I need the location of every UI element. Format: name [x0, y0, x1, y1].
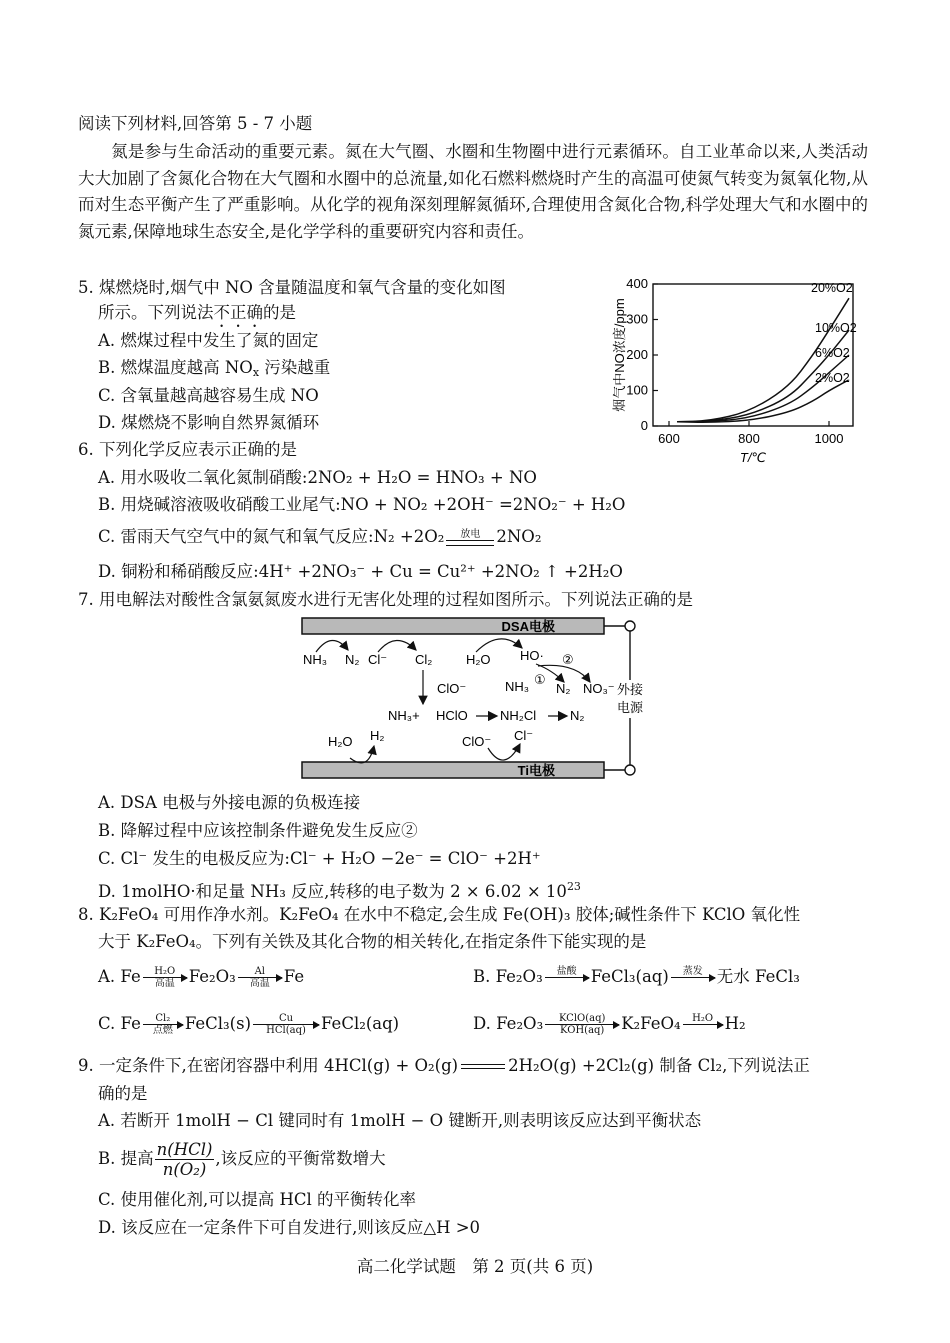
q9-option-b: B. 提高 $\frac{\text{n(HCl)}}{\text{n(O₂)}}$ ,该反应的平衡常数增大	[98, 1140, 386, 1179]
passage-text: 氮是参与生命活动的重要元素。氮在大气圈、水圈和生物圈中进行元素循环。自工业革命以来,人类活动大大加剧了含氮化合物在大气圈和水圈中的总流量,如化石燃料燃烧时产生的高温可使氮气转变为氮氧化物,从而对生态平衡产生了严重影响。从化学的视角深刻理解氮循环,合理使用含氮化合物,科学处理大气和水圈中的氮元素,保障地球生态安全,是化学学科的重要研究内容和责任。	[78, 142, 868, 241]
q5-option-d: D. 煤燃烧不影响自然界氮循环	[98, 413, 320, 432]
ti-electrode	[302, 762, 604, 778]
q9-option-d: D. 该反应在一定条件下可自发进行,则该反应△H >0	[98, 1218, 481, 1237]
q8-option-a: A. Fe H₂O 高温 Fe₂O₃ Al 高温 Fe	[98, 966, 305, 989]
discharge-arrow: 放电	[446, 530, 494, 546]
q8-stem: 8. K₂FeO₄ 可用作净水剂。K₂FeO₄ 在水中不稳定,会生成 Fe(OH)₃ 胶体;碱性条件下 KClO 氧化性	[78, 905, 801, 924]
q6-option-a: A. 用水吸收二氧化氮制硝酸:2NO₂ + H₂O = HNO₃ + NO	[98, 468, 537, 487]
n2-top: N₂	[345, 652, 360, 667]
q5-option-c: C. 含氧量越高越容易生成 NO	[98, 386, 319, 405]
q5-emphasis: 不正确	[213, 303, 263, 322]
cl2: Cl₂	[415, 652, 433, 667]
h2o-bottom: H₂O	[328, 734, 353, 749]
nh3-mid: NH₃	[505, 679, 530, 694]
h2o-top: H₂O	[466, 652, 491, 667]
nh3-plus: NH₃+	[388, 708, 420, 723]
q5-stem: 5. 煤燃烧时,烟气中 NO 含量随温度和氧气含量的变化如图	[78, 278, 506, 297]
equilibrium-arrow	[461, 1063, 505, 1071]
q9-stem-cont: 确的是	[98, 1084, 148, 1103]
y-tick-label: 100	[626, 382, 648, 398]
no-concentration-chart	[610, 270, 880, 475]
clo-minus-bottom: ClO⁻	[462, 734, 492, 749]
q6-stem: 6. 下列化学反应表示正确的是	[78, 440, 297, 459]
q6-option-d: D. 铜粉和稀硝酸反应:4H⁺ +2NO₃⁻ + Cu = Cu²⁺ +2NO₂ ↑ +2H₂O	[98, 562, 623, 581]
page-footer: 高二化学试题 第 2 页(共 6 页)	[356, 1257, 594, 1276]
n2-right: N₂	[570, 708, 585, 723]
q7-option-c: C. Cl⁻ 发生的电极反应为:Cl⁻ + H₂O −2e⁻ = ClO⁻ +2H⁺	[98, 849, 541, 868]
series-label: 2%O2	[815, 370, 850, 385]
q7-option-d: D. 1molHO·和足量 NH₃ 反应,转移的电子数为 $2 \times 6.02 \times 10^{23}$	[98, 880, 581, 901]
terminal-top	[625, 621, 635, 631]
y-axis-label: 烟气中NO浓度/ppm	[612, 298, 627, 412]
q7-option-a: A. DSA 电极与外接电源的负极连接	[98, 793, 361, 812]
no3-minus: NO₃⁻	[583, 681, 615, 696]
q8-option-c: C. Fe Cl₂ 点燃 FeCl₃(s) Cu HCl(aq) FeCl₂(aq)	[98, 1013, 400, 1036]
reading-passage	[78, 139, 868, 245]
dsa-label: DSA电极	[501, 619, 555, 634]
circle-1: ①	[534, 672, 546, 687]
power-label-1: 外接	[616, 682, 644, 697]
circle-2: ②	[562, 652, 574, 667]
q9-stem: 9. 一定条件下,在密闭容器中利用 4HCl(g) + O₂(g) 2H₂O(g) +2Cl₂(g) 制备 Cl₂,下列说法正	[78, 1056, 810, 1075]
q8-option-b: B. Fe₂O₃ 盐酸 FeCl₃(aq) 蒸发 无水 FeCl₃	[473, 966, 800, 986]
q9-option-c: C. 使用催化剂,可以提高 HCl 的平衡转化率	[98, 1190, 417, 1209]
series-label: 20%O2	[811, 281, 853, 296]
q6-option-b: B. 用烧碱溶液吸收硝酸工业尾气:NO + NO₂ +2OH⁻ =2NO₂⁻ + H₂O	[98, 495, 626, 514]
n2-mid: N₂	[556, 681, 571, 696]
q5-option-a: A. 燃煤过程中发生了氮的固定	[98, 331, 319, 350]
x-axis-label: T/℃	[739, 450, 767, 465]
power-label-2: 电源	[616, 700, 644, 715]
ti-label: Ti电极	[517, 763, 555, 778]
q5-stem-cont: 所示。下列说法不正确的是	[98, 303, 296, 322]
q9-option-a: A. 若断开 1molH − Cl 键同时有 1molH − O 键断开,则表明该反应达到平衡状态	[98, 1111, 702, 1130]
series-label: 10%O2	[815, 321, 857, 336]
cl-minus-bottom: Cl⁻	[514, 728, 534, 743]
q5-option-b: B. 燃煤温度越高 $NO_x$ 污染越重	[98, 358, 331, 379]
ho-radical: HO·	[520, 648, 544, 663]
q8-stem-cont: 大于 K₂FeO₄。下列有关铁及其化合物的相关转化,在指定条件下能实现的是	[98, 932, 647, 951]
clo-minus-mid: ClO⁻	[437, 681, 467, 696]
x-tick-label: 800	[738, 431, 760, 446]
y-tick-label: 300	[626, 311, 648, 327]
y-tick-label: 200	[626, 347, 648, 362]
dsa-electrode	[302, 618, 604, 634]
q7-stem: 7. 用电解法对酸性含氯氨氮废水进行无害化处理的过程如图所示。下列说法正确的是	[78, 590, 693, 609]
y-tick-label: 400	[626, 276, 648, 291]
terminal-bottom	[625, 765, 635, 775]
cl-minus-top: Cl⁻	[368, 652, 388, 667]
series-line	[677, 355, 849, 422]
ratio-fraction: $\frac{\text{n(HCl)}}{\text{n(O₂)}}$	[156, 1140, 213, 1179]
y-tick-label: 0	[640, 418, 648, 433]
series-label: 6%O2	[815, 346, 850, 360]
x-tick-label: 1000	[814, 431, 844, 446]
electrolysis-diagram	[290, 612, 650, 787]
series-line	[677, 380, 849, 422]
nh3-top: NH₃	[303, 652, 328, 667]
q7-option-b: B. 降解过程中应该控制条件避免发生反应②	[98, 821, 418, 840]
nh2cl: NH₂Cl	[500, 708, 537, 723]
hclo: HClO	[436, 708, 468, 723]
x-tick-label: 600	[658, 431, 680, 446]
q6-option-c: C. 雷雨天气空气中的氮气和氧气反应:N₂ +2O₂ 放电 2NO₂	[98, 527, 542, 546]
reading-heading: 阅读下列材料,回答第 5 - 7 小题	[78, 114, 313, 133]
q8-option-d: D. Fe₂O₃ KClO(aq) KOH(aq) K₂FeO₄ H₂O H₂	[473, 1013, 746, 1036]
h2: H₂	[370, 728, 385, 743]
